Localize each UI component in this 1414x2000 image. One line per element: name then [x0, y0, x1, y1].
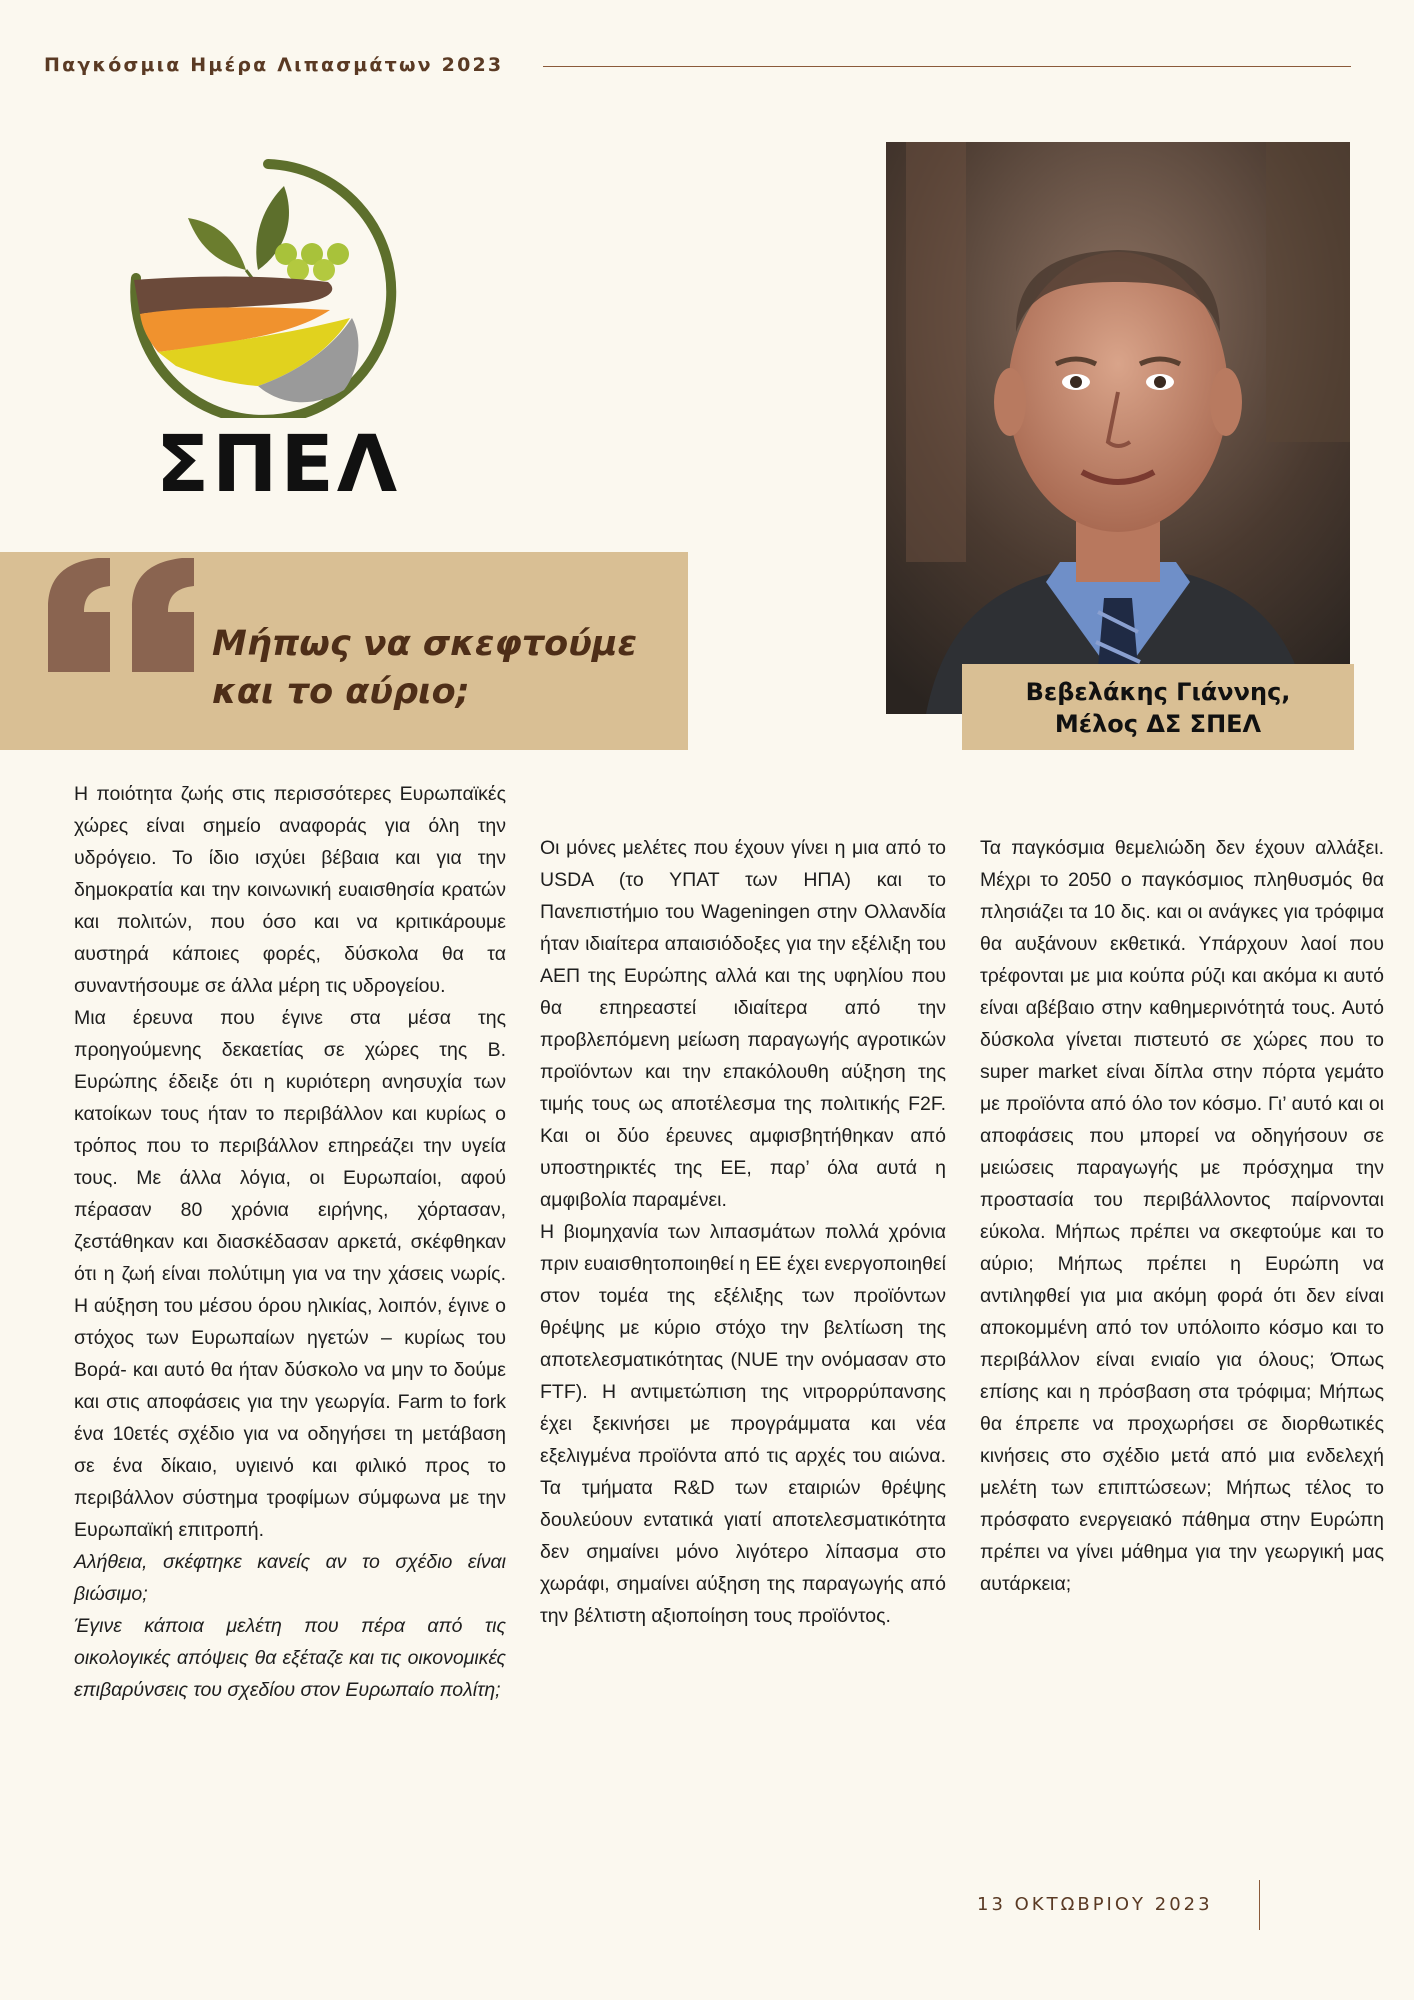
quote-mark-icon: [48, 556, 198, 676]
header-title: Παγκόσμια Ημέρα Λιπασμάτων 2023: [44, 54, 504, 76]
paragraph: Η ποιότητα ζωής στις περισσότερες Ευρωπαϊκές χώρες είναι σημείο αναφοράς για όλη την υδρόγειο. Το ίδιο ισχύει βέβαια και για την δημοκρατία και την κοινωνική ευαισθησία κρατών και πολιτών, που όσο και να κριτικάρουμε αυστηρά κάποιες φορές, δύσκολα θα τα συναντήσουμε σε άλλα μέρη τις υδρογείου.: [74, 783, 506, 997]
logo-text: ΣΠΕΛ: [155, 420, 401, 510]
italic-paragraph: Αλήθεια, σκέφτηκε κανείς αν το σχέδιο είναι βιώσιμο;: [74, 1551, 506, 1605]
paragraph: Οι μόνες μελέτες που έχουν γίνει η μια από το USDA (το ΥΠΑΤ των ΗΠΑ) και το Πανεπιστήμιο του Wageningen στην Ολλανδία ήταν ιδιαίτερα απαισιόδοξες για την εξέλιξη του ΑΕΠ της Ευρώπης αλλά και της υφηλίου που θα επηρεαστεί ιδιαίτερα από την προβλεπόμενη μείωση παραγωγής αγροτικών προϊόντων και την επακόλουθη αύξηση της τιμής τους ως αποτέλεσμα της πολιτικής F2F. Και οι δύο έρευνες αμφισβητήθηκαν από υποστηρικτές της ΕΕ, παρ’ όλα αυτά η αμφιβολία παραμένει.: [540, 837, 946, 1211]
paragraph: Η βιομηχανία των λιπασμάτων πολλά χρόνια πριν ευαισθητοποιηθεί η ΕΕ έχει ενεργοποιηθεί στον τομέα της εξέλιξης των προϊόντων θρέψης με κύριο στόχο την βελτίωση της αποτελεσματικότητας (NUE την ονόμασαν στο FTF). Η αντιμετώπιση της νιτρορρύπανσης έχει ξεκινήσει με προγράμματα και νέα εξελιγμένα προϊόντα από τις αρχές του αιώνα. Τα τμήματα R&D των εταιριών θρέψης δουλεύουν εντατικά γιατί αποτελεσματικότητα δεν σημαίνει μόνο λιγότερο λίπασμα στο χωράφι, σημαίνει αύξηση της παραγωγής από την βέλτιστη αξιοποίηση τους προϊόντος.: [540, 1221, 946, 1627]
pull-quote-line-1: Μήπως να σκεφτούμε: [212, 624, 638, 664]
article-column-2: [540, 832, 946, 1632]
author-name: Βεβελάκης Γιάννης,: [1025, 678, 1291, 706]
article-column-3: [980, 832, 1384, 1600]
header-divider: [543, 66, 1351, 67]
paragraph: Τα παγκόσμια θεμελιώδη δεν έχουν αλλάξει. Μέχρι το 2050 ο παγκόσμιος πληθυσμός θα πλησιάζει τα 10 δις. και οι ανάγκες για τρόφιμα θα αυξάνουν εκθετικά. Υπάρχουν λαοί που τρέφονται με μια κούπα ρύζι και ακόμα κι αυτό είναι αβέβαιο στην καθημερινότητά τους. Αυτό δύσκολα γίνεται πιστευτό σε χώρες που το super market είναι δίπλα στην πόρτα γεμάτο με προϊόντα από όλο τον κόσμο. Γι’ αυτό και οι αποφάσεις που μπορεί να οδηγήσουν σε μειώσεις παραγωγής με πρόσχημα την προστασία του περιβάλλοντος παίρνονται εύκολα. Μήπως πρέπει να σκεφτούμε και το αύριο; Μήπως πρέπει η Ευρώπη να αντιληφθεί για μια ακόμη φορά ότι δεν είναι αποκομμένη από τον υπόλοιπο κόσμο και το περιβάλλον είναι ενιαίο για όλους; Όπως επίσης και η πρόσβαση στα τρόφιμα; Μήπως θα έπρεπε να προχωρήσει σε διορθωτικές κινήσεις στο σχέδιο μετά από μια ενδελεχή μελέτη των επιπτώσεων; Μήπως τέλος το πρόσφατο ενεργειακό πάθημα στην Ευρώπη πρέπει να γίνει μάθημα για την γεωργική μας αυτάρκεια;: [980, 837, 1384, 1595]
paragraph: Μια έρευνα που έγινε στα μέσα της προηγούμενης δεκαετίας σε χώρες της Β. Ευρώπης έδειξε ότι η κυριότερη ανησυχία των κατοίκων τους ήταν το περιβάλλον και κυρίως ο τρόπος που το περιβάλλον επηρεάζει την υγεία τους. Με άλλα λόγια, οι Ευρωπαίοι, αφού πέρασαν 80 χρόνια ειρήνης, χόρτασαν, ζεστάθηκαν και διασκέδασαν αρκετά, σκέφθηκαν ότι η ζωή είναι πολύτιμη για να την χάσεις νωρίς. Η αύξηση του μέσου όρου ηλικίας, λοιπόν, έγινε ο στόχος των Ευρωπαίων ηγετών – κυρίως του Βορά- και αυτό θα ήταν δύσκολο να μην το δούμε και στις αποφάσεις για την γεωργία. Farm to fork ένα 10ετές σχέδιο για να οδηγήσει τη μετάβαση σε ένα δίκαιο, υγιεινό και φιλικό προς το περιβάλλον σύστημα τροφίμων σύμφωνα με την Ευρωπαϊκή επιτροπή.: [74, 1007, 506, 1541]
author-role: Μέλος ΔΣ ΣΠΕΛ: [1054, 710, 1262, 738]
pull-quote: [212, 620, 637, 716]
logo: [118, 158, 438, 518]
footer-date: 13 ΟΚΤΩΒΡΙΟΥ 2023: [977, 1894, 1213, 1915]
author-caption: [962, 676, 1354, 740]
author-photo: [886, 142, 1350, 714]
logo-emblem-icon: [118, 158, 438, 418]
pull-quote-line-2: και το αύριο;: [212, 672, 470, 712]
article-column-1: [74, 778, 506, 1706]
italic-paragraph: Έγινε κάποια μελέτη που πέρα από τις οικολογικές απόψεις θα εξέταζε και τις οικονομικές επιβαρύνσεις του σχεδίου στον Ευρωπαίο πολίτη;: [74, 1615, 506, 1701]
footer-divider: [1259, 1880, 1260, 1930]
